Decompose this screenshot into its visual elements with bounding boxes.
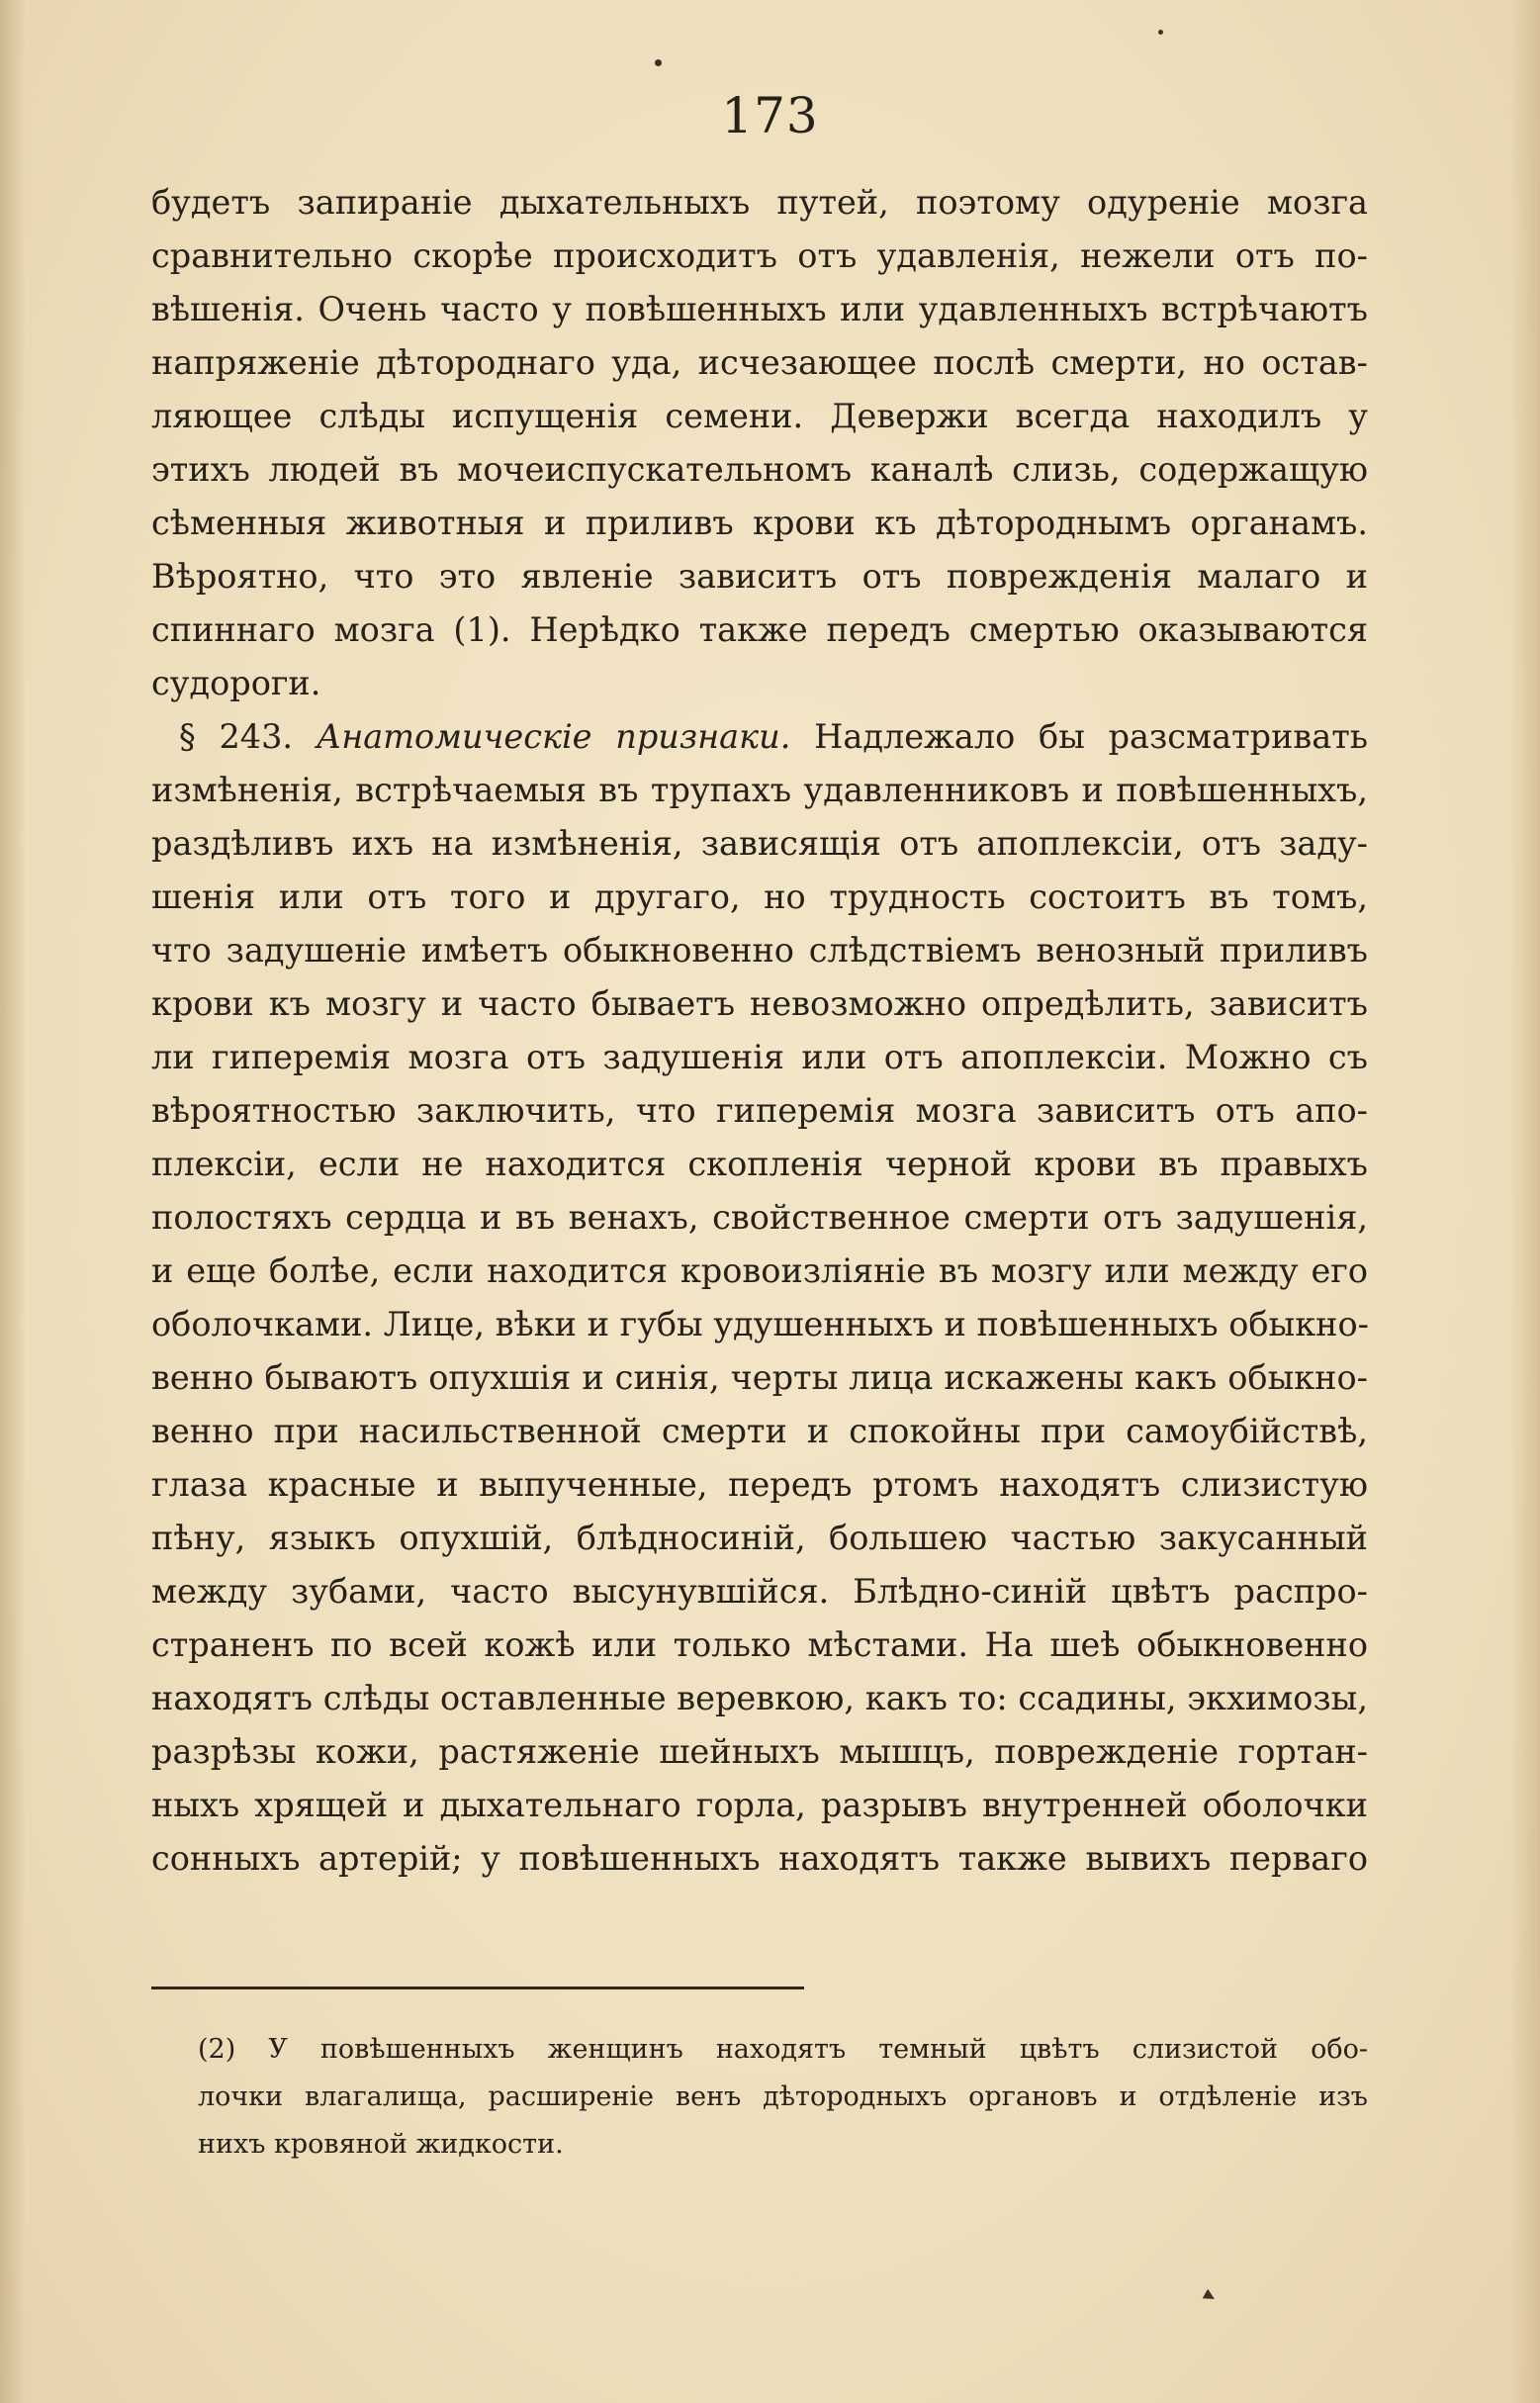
ink-speck [1158,30,1163,35]
text-line: раздѣливъ ихъ на измѣненія, зависящія отъ апоплексіи, отъ заду- [151,824,1368,863]
text-line: пѣну, языкъ опухшій, блѣдносиній, большею частью закусанный [151,1519,1368,1557]
footnote-line: лочки влагалища, расширеніе венъ дѣтородныхъ органовъ и отдѣленіе изъ [198,2081,1368,2112]
text-line: полостяхъ сердца и въ венахъ, свойственное смерти отъ задушенія, [151,1198,1368,1237]
footnote-line: нихъ кровяной жидкости. [198,2129,564,2160]
text-line: находятъ слѣды оставленные веревкою, какъ то: ссадины, экхимозы, [151,1679,1368,1717]
text-line: венно бываютъ опухшія и синія, черты лица искажены какъ обыкно- [151,1358,1368,1397]
text-line: венно при насильственной смерти и спокойны при самоубійствѣ, [151,1412,1368,1450]
text-line: судороги. [151,664,321,702]
text-line: вѣшенія. Очень часто у повѣшенныхъ или удавленныхъ встрѣчаютъ [151,290,1368,328]
text-line: шенія или отъ того и другаго, но трудность состоитъ въ томъ, [151,878,1368,916]
text-line: ныхъ хрящей и дыхательнаго горла, разрывъ внутренней оболочки [151,1786,1368,1824]
text-line: Вѣроятно, что это явленіе зависитъ отъ поврежденія малаго и [151,557,1368,596]
text-line: ляющее слѣды испущенія семени. Девержи всегда находилъ у [151,397,1368,435]
section-heading-line [151,710,1368,764]
text-line: что задушеніе имѣетъ обыкновенно слѣдствіемъ венозный приливъ [151,931,1368,970]
ink-mark: ▸ [1199,2281,1222,2310]
section-number: § 243. [179,717,294,756]
footnote-separator [151,1987,804,1989]
text-line: сравнительно скорѣе происходитъ отъ удавленія, нежели отъ по- [151,236,1368,275]
text-line: измѣненія, встрѣчаемыя въ трупахъ удавленниковъ и повѣшенныхъ, [151,771,1368,809]
page-left-edge [0,0,26,2403]
text-line: напряженіе дѣтороднаго уда, исчезающее послѣ смерти, но остав- [151,343,1368,382]
text-line: будетъ запираніе дыхательныхъ путей, поэтому одуреніе мозга [151,183,1368,222]
ink-speck [655,59,662,66]
main-text [151,176,1368,1886]
text-line: плексіи, если не находится скопленія черной крови въ правыхъ [151,1145,1368,1183]
text-line: между зубами, часто высунувшійся. Блѣдно-синій цвѣтъ распро- [151,1572,1368,1611]
footnote-line: (2) У повѣшенныхъ женщинъ находятъ темный цвѣтъ слизистой обо- [198,2034,1368,2065]
text-line: крови къ мозгу и часто бываетъ невозможно опредѣлить, зависитъ [151,984,1368,1023]
text-line: разрѣзы кожи, растяженіе шейныхъ мышцъ, поврежденіе гортан- [151,1732,1368,1771]
text-line: вѣроятностью заключить, что гиперемія мозга зависитъ отъ апо- [151,1091,1368,1130]
page-number: 173 [721,87,819,144]
page-right-edge [1510,0,1540,2403]
text-line: сонныхъ артерій; у повѣшенныхъ находятъ также вывихъ перваго [151,1839,1368,1878]
section-first-line: Надлежало бы разсматривать [814,717,1369,756]
footnotes [198,2026,1368,2169]
text-line: ли гиперемія мозга отъ задушенія или отъ апоплексіи. Можно съ [151,1038,1368,1076]
text-line: страненъ по всей кожѣ или только мѣстами. На шеѣ обыкновенно [151,1625,1368,1664]
text-line: этихъ людей въ мочеиспускательномъ каналѣ слизь, содержащую [151,450,1368,489]
text-line: глаза красные и выпученные, передъ ртомъ находятъ слизистую [151,1465,1368,1504]
section-heading: Анатомическіе признаки. [316,717,791,756]
text-line: сѣменныя животныя и приливъ крови къ дѣтороднымъ органамъ. [151,504,1368,542]
text-line: спиннаго мозга (1). Нерѣдко также передъ смертью оказываются [151,610,1368,649]
text-line: оболочками. Лице, вѣки и губы удушенныхъ и повѣшенныхъ обыкно- [151,1305,1369,1343]
text-line: и еще болѣе, если находится кровоизліяніе въ мозгу или между его [151,1251,1368,1290]
